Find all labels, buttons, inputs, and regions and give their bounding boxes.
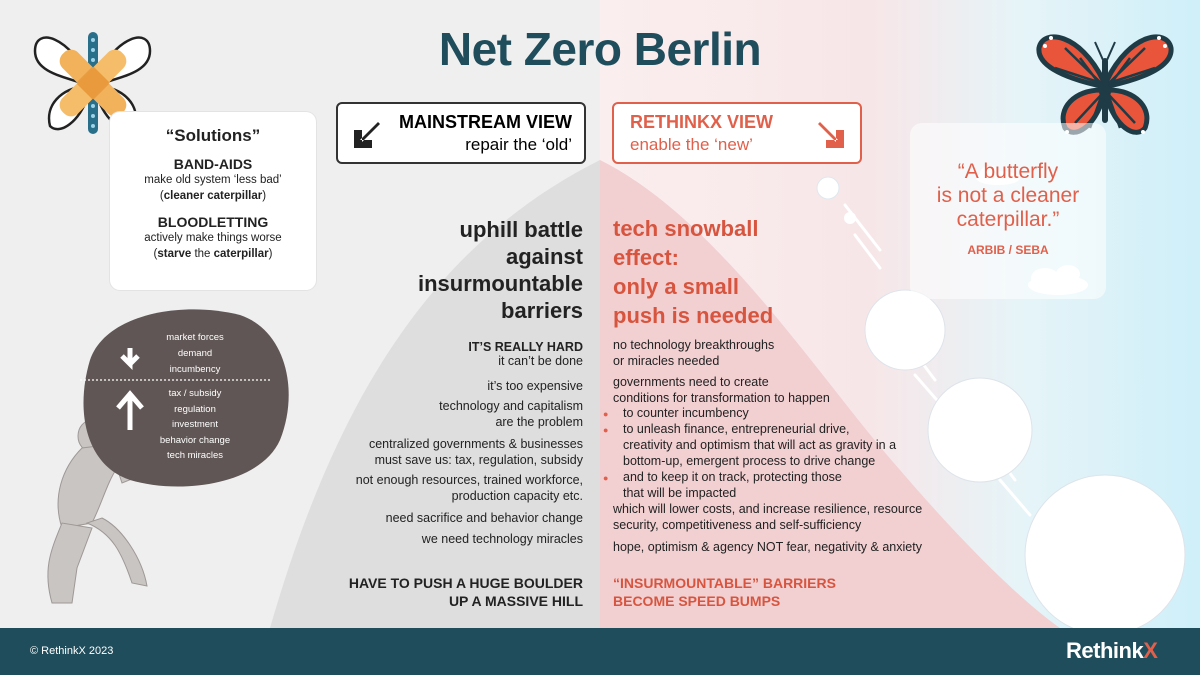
mainstream-view-box [336, 102, 586, 164]
rethinkx-item-costs: which will lower costs, and increase resilience, resource security, competitiveness and self-sufficiency [613, 502, 923, 532]
bloodletting-line2: (starve the caterpillar) [153, 248, 273, 260]
rethinkx-item-hope: hope, optimism & agency NOT fear, negativity & anxiety [613, 540, 922, 554]
band-aids-line1: make old system ‘less bad’ [144, 174, 282, 186]
band-aids-heading: BAND-AIDS [173, 156, 253, 172]
rethinkx-logo: RethinkX [1066, 638, 1158, 663]
bloodletting-heading: BLOODLETTING [157, 214, 269, 230]
mainstream-conclusion: HAVE TO PUSH A HUGE BOULDER UP A MASSIVE HILL [348, 575, 583, 609]
mainstream-item-miracles: we need technology miracles [421, 532, 583, 546]
quote-attribution: ARBIB / SEBA [967, 243, 1049, 257]
rethinkx-subheading: enable the ‘new’ [630, 135, 753, 154]
page-title: Net Zero Berlin [438, 23, 762, 75]
mainstream-heading: MAINSTREAM VIEW [399, 112, 572, 132]
arrow-down-left-icon [348, 116, 384, 152]
down-forces-list: market forces demand incumbency [166, 332, 224, 375]
rethinkx-bullet-track: and to keep it on track, protecting those that will be impacted [623, 470, 842, 500]
quote-text: “A butterfly is not a cleaner caterpillar.” [936, 160, 1080, 231]
bloodletting-line1: actively make things worse [144, 232, 282, 244]
mainstream-item-resources: not enough resources, trained workforce, production capacity etc. [355, 473, 583, 503]
mainstream-item-expensive: it’s too expensive [487, 379, 583, 393]
rethinkx-heading: RETHINKX VIEW [630, 112, 774, 132]
really-hard-heading: IT’S REALLY HARD [468, 340, 583, 354]
rethinkx-bullet-finance: to unleash finance, entrepreneurial drive, creativity and optimism that will act as gravity in a bottom-up, emergent process to drive change [623, 422, 897, 468]
solutions-card [110, 112, 316, 290]
rethinkx-item-governments: governments need to create conditions for transformation to happen [613, 375, 830, 405]
mainstream-item-sacrifice: need sacrifice and behavior change [385, 511, 583, 525]
footer-bar [0, 628, 1200, 675]
solutions-title: “Solutions” [165, 126, 261, 145]
mainstream-item-capitalism: technology and capitalism are the problem [439, 399, 583, 429]
rethinkx-conclusion: “INSURMOUNTABLE” BARRIERS BECOME SPEED BUMPS [613, 575, 836, 609]
copyright: © RethinkX 2023 [30, 645, 114, 657]
rethinkx-item-no-miracles: no technology breakthroughs or miracles needed [613, 338, 775, 368]
rethinkx-bullet-incumbency: to counter incumbency [623, 406, 749, 420]
cant-be-done: it can’t be done [498, 354, 583, 368]
mainstream-item-governments: centralized governments & businesses must save us: tax, regulation, subsidy [368, 437, 583, 467]
band-aids-line2: (cleaner caterpillar) [159, 190, 267, 202]
rethinkx-headline: tech snowball effect: only a small push is needed [613, 216, 774, 328]
mainstream-subheading: repair the ‘old’ [465, 135, 572, 154]
rethinkx-view-box [612, 102, 862, 164]
mainstream-headline: uphill battle against insurmountable barriers [417, 217, 583, 323]
up-forces-list: tax / subsidy regulation investment behavior change tech miracles [159, 388, 231, 461]
arrow-down-right-icon [814, 116, 850, 152]
